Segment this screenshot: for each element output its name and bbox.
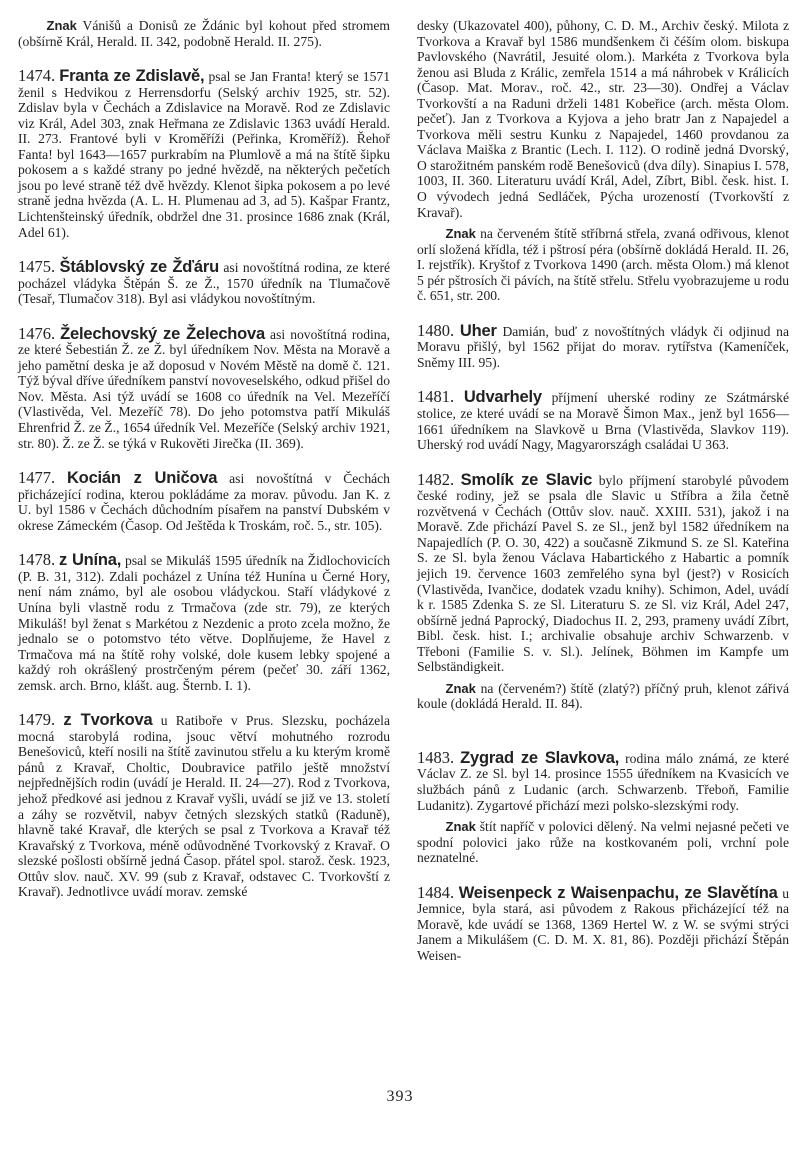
left-column (18, 18, 390, 900)
entry-1474 (18, 68, 390, 240)
entry-1478 (18, 552, 390, 693)
entry-1482 (417, 469, 789, 675)
entry-number: 1482. (417, 469, 455, 489)
lead-word: Znak (445, 819, 476, 835)
entry-number: 1483. (417, 747, 455, 767)
paragraph-coat-of-arms (18, 18, 390, 49)
entry-number: 1476. (18, 323, 56, 343)
page-number: 393 (386, 1088, 414, 1105)
lead-word: Znak (46, 18, 77, 33)
entry-title: z Tvorkova (63, 711, 153, 730)
entry-text: Damián, buď z novoštítných vládyk či odjinud na Moravu přišlý, byl 1562 přijat do morav. rytířstva (Kameníček, Sněmy III. 95). (417, 323, 789, 370)
entry-number: 1477. (18, 468, 56, 488)
entry-text: příjmení uherské rodiny ze Szátmárské stolice, ze které uvádí se na Moravě Šimon Max., jenž byl 1656—1661 úředníkem na Slavkově u Brna (Vlastivěda, Slavkov 119). Uherský rod uvádí Nagy, Magyarországh családai U 363. (417, 390, 789, 453)
entry-1475 (18, 259, 390, 307)
lead-word: Znak (445, 226, 476, 242)
entry-title: Štáblovský ze Žďáru (59, 258, 220, 277)
entry-1480 (417, 320, 789, 371)
entry-text: u Jemnice, byla stará, asi původem z Rakous přicházející též na Moravě, kde uvádí se 1368, 1369 Hertel W. z W. se svými strýci Janem a Mikulášem (C. D. M. X. 81, 86). Později přichází Štěpán Weisen- (417, 885, 789, 963)
entry-1479 (18, 712, 390, 900)
entry-title: Zygrad ze Slavkova, (460, 748, 620, 767)
entry-number: 1474. (18, 66, 56, 86)
entry-number: 1479. (18, 710, 56, 730)
entry-1477 (18, 470, 390, 533)
paragraph-text: na červeném štítě stříbrná střela, zvaná odřivous, klenot orlí složená křídla, též i pštrosí péra (obšírně dokládá Herald. II. 26, I. rejstřík). Kryštof z Tvorkova 1490 (arch. města Olom.) má klenot 5 pér pštrosích či pávích, na štítě střelu. Střelu vyobrazujeme u rodu č. 651, str. 200. (417, 226, 789, 304)
paragraph-coat-of-arms (417, 681, 789, 712)
entry-title: Smolík ze Slavic (460, 470, 593, 489)
entry-number: 1484. (417, 882, 455, 902)
right-column (417, 18, 789, 963)
entry-text: asi novoštítná rodina, ze které pocházel vládyka Štěpán Š. ze Ž., 1570 úředník na Tlumačově (Tesař, Tlumačov 318). Byl asi vládykou novoštítným. (18, 260, 391, 307)
entry-text: asi novoštítná rodina, ze které Šebestián Ž. ze Ž. byl úředníkem Nov. Města na Moravě a jeho pamětní deska je až doposud v Novém Městě na domě č. 121. Týž býval dříve úředníkem panství novoveselského, odkud přišel do Nov. Města. Asi týž uvádí se 1608 co úředník na Vel. Mezeříčí (Vlastivěda, Vel. Mezeříč 78). Do jeho potomstva patří Mikuláš Ehrenfrid Ž. ze Ž., 1654 úředník Vel. Mezeříče (Selský archiv 1921, str. 80). Ž. ze Ž. se týká v Rukověti Jirečka (II. 369). (18, 326, 390, 451)
paragraph-text: Vánišů a Donisů ze Ždánic byl kohout před stromem (obšírně Král, Herald. II. 342, podobně Herald. II. 275). (18, 18, 390, 49)
entry-1481 (417, 389, 789, 452)
paragraph-text: štít napříč v polovici dělený. Na velmi nejasné pečeti ve spodní polovici jako růže na kostkovaném poli, vrchní pole neznatelné. (417, 819, 789, 866)
paragraph-coat-of-arms (417, 226, 789, 304)
entry-text: bylo příjmení starobylé původem české rodiny, jež se psala dle Slavic u Stříbra a žila četně rozvětvená v Čechách (Ottův slov. nauč. XXIII. 531), jakož i na Moravě. Zde přichází Pavel S. ze Sl., jenž byl 1582 úředníkem na Napajedlích (P. O. 30, 422) a současně Zikmund S. ze Sl. Kateřina S. ze Sl. byla ženou Václava Habartického z Habartic a pomník jejich 19. července 1603 zemřelého syna byl (jest?) v Rosicích (Vlastivěda, Ivančice, dodatek vzadu knihy). Schimon, Adel, uvádí k r. 1585 Zdenka S. ze Sl. Literaturu S. ze Sl. viz Král, Adel 247, obšírně jedná Paprocký, Diadochus II. 2, 293, prameny uvádí Zíbrt, Bibl. česk. hist. I.; archivalie obsahuje archiv Schwarzenb. v Třeboni (Familie S. v. Sl.). Jelínek, Böhmen im Kampfe um Selbständigkeit. (417, 472, 789, 675)
entry-title: Uher (459, 321, 497, 340)
entry-text: rodina málo známá, ze které Václav Z. ze Sl. byl 14. prosince 1555 úředníkem na Kvasicích ve službách pánů z Ludanic (arch. Schwarzenb. Třeboň, Familie Ludanitz). Zygartové přichází mezi polsko-slezskými rody. (417, 750, 789, 813)
entry-number: 1481. (417, 387, 455, 407)
entry-title: Udvarhely (463, 388, 542, 407)
entry-1479-continuation: desky (Ukazovatel 400), půhony, C. D. M., Archiv český. Milota z Tvorkova a Kravař byl 1586 mundšenkem či čéším olom. biskupa Pavlovského (Navrátil, Jesuité olom.). Markéta z Tvorkova byla ženou asi Bluda z Králic, zemřela 1514 a má náhrobek v Králicích (Časop. Mat. Morav., roč. 42., str. 23—30). Ondřej a Václav Tvorkovští a na Raduni drželi 1481 Kobeřice (arch. města Olom. pečeť). Jan z Tvorkova a Kyjova a jeho bratr Jan z Napajedel a Tvorkova měli sestru Kunku z Napajedel, 1460 provdanou za Václava Maiška z Brantic (Lech. I. 112). O rodině jedná Dvorský, O starožitném panském rodě Benešoviců (dva díly). Sinapius I. 578, 1003, II. 360. Literaturu uvádí Král, Adel, Zíbrt, Bibl. česk. hist. I. O vývodech jedná Sedláček, Pýcha urozeností (Tvorkovští z Kravař). (417, 18, 789, 220)
entry-title: Kocián z Uničova (66, 469, 218, 488)
entry-text: psal se Mikuláš 1595 úředník na Židlochovicích (P. B. 31, 312). Zdali pocházel z Unína též Hunína u Černé Hory, není nám známo, byl ale osobou vládyckou. Staří vládykové z Unína byli vlastně rodu z Trmačova (zde str. 79), ze kterých Mikuláš! byl ženat s Markétou z Nezdenic a proto zcela možno, že jednalo se o potomstvo této větve. Doplňujeme, že Havel z Trmačova má na štítě rohy volské, dole kusem lebky spojené a každý roh okrášlený prostrčeným pérem (pečeť 30. září 1362, zemsk. arch. Brno, klášt. aug. Šternb. I. 1). (18, 553, 391, 693)
paragraph-coat-of-arms (417, 819, 789, 866)
entry-text: u Ratiboře v Prus. Slezsku, pocházela mocná starobylá rodina, jsouc větví mohutného rozrodu Benešoviců, kteří nosili na štítě zavinutou střelu a ku kterým kromě pánů z Kravař, Choltic, Doubravice patřilo ještě množství nejpřednějších rodin (uvádí je Herald. II. 24—27). Rod z Tvorkova, jehož předkové asi jednou z Kravař vyšli, uvádí se již ve 13. století a záhy se rozvětvil, nabyv četných slezských statků (Raduně), hlavně také Kravař, dle kterých se psal z Tvorkova a Kravař též Kravařský z Tvorkova, méně odůvodněné Tvorkovský z Kravař. O slezské pošlosti obšírně jedná Časop. přátel spol. starož. česk. 1923, Ottův slov. nauč. XV. 99 (sub z Kravař, odstavec C. Tvorkovští z Kravař). Jednotlivce uvádí morav. zemské (18, 713, 390, 900)
entry-text: asi novoštítná v Čechách přicházející rodina, kterou pokládáme za morav. původu. Jan K. z U. byl 1586 v Čechách důchodním písařem na panství Dubském v okrese Zámeckém (Časop. Od Ještěda k Troskám, roč. 5., str. 105). (18, 471, 390, 533)
entry-title: Želechovský ze Želechova (60, 324, 266, 343)
paragraph-text: na (červeném?) štítě (zlatý?) příčný pruh, klenot zářivá koule (dokládá Herald. II. 84). (417, 680, 789, 712)
entry-text: psal se Jan Franta! který se 1571 ženil s Hedvikou z Herrensdorfu (Selský archiv 1925, str. 52). Zdislav byla v Čechách a Zdislavice na Moravě. Rod ze Zdislavic viz Král, Adel 303, znak Heřmana ze Zdislavic 1363 uvádí Herald. II. 273. Frantové byli v Kroměříži (Peřinka, Kroměříž). Řehoř Fanta! byl 1643—1657 purkrabím na Plumlově a má na štítě šipku pokosem a s každé strany po jedné hvězdě, na některých pečetích jsou po levé straně též dvě hvězdy. Klenot šipka pokosem a po levé straně jedna hvězda (A. L. H. Plumenau ad 3, ad 5). Kašpar Frantz, Lichtenšteinský úředník, obdržel dne 31. prosince 1686 znak (Král, Adel 61). (18, 69, 390, 240)
entry-title: Weisenpeck z Waisenpachu, ze Slavětína (458, 883, 778, 902)
entry-number: 1478. (18, 550, 56, 570)
entry-1483 (417, 747, 789, 813)
entry-title: z Unína, (59, 551, 122, 570)
entry-1484 (417, 882, 789, 964)
lead-word: Znak (445, 680, 476, 696)
entry-title: Franta ze Zdislavě, (59, 67, 205, 86)
entry-1476 (18, 323, 390, 451)
entry-number: 1475. (18, 257, 56, 277)
entry-number: 1480. (417, 320, 455, 340)
